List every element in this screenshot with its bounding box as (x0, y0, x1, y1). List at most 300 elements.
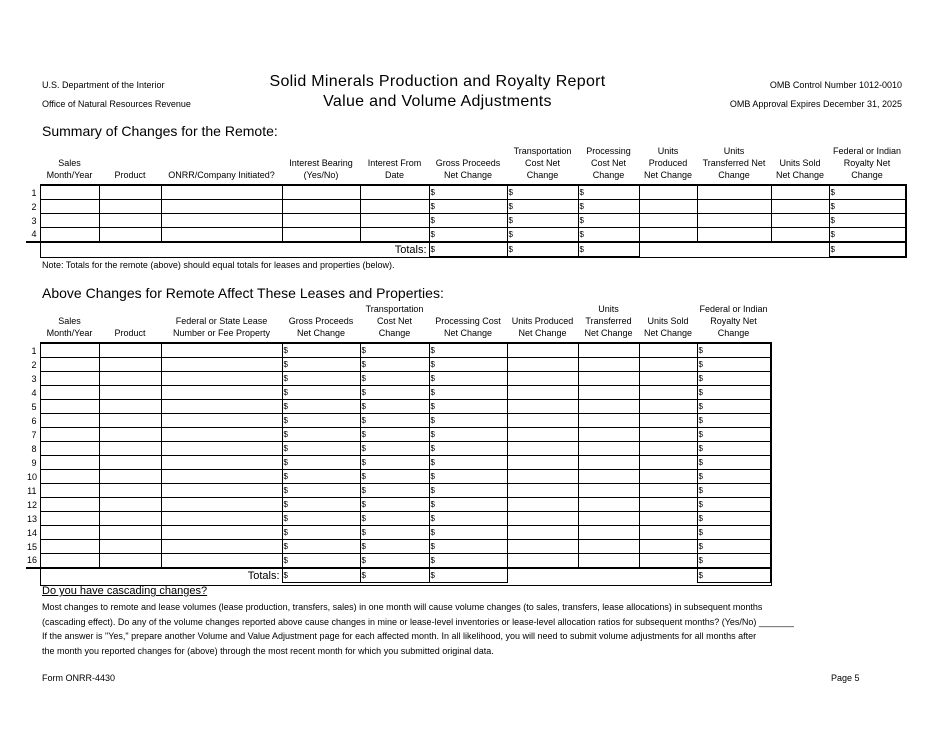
input-cell[interactable] (161, 200, 282, 214)
total-cell[interactable] (578, 242, 639, 257)
blank-cell (578, 568, 639, 583)
input-cell[interactable] (161, 554, 282, 569)
input-cell[interactable] (429, 512, 507, 526)
dollar-sign: $ (830, 201, 835, 211)
input-cell[interactable] (40, 228, 99, 243)
input-cell[interactable] (40, 484, 99, 498)
dollar-sign: $ (698, 457, 703, 467)
input-cell[interactable] (161, 414, 282, 428)
input-cell[interactable] (360, 470, 429, 484)
dollar-sign: $ (283, 570, 288, 580)
input-cell[interactable] (360, 540, 429, 554)
input-cell[interactable] (507, 442, 578, 456)
input-cell[interactable] (639, 414, 697, 428)
table-row (26, 358, 770, 372)
input-cell[interactable] (282, 498, 360, 512)
input-cell[interactable] (282, 228, 360, 243)
input-cell[interactable] (360, 526, 429, 540)
dollar-sign: $ (361, 485, 366, 495)
input-cell[interactable] (282, 554, 360, 569)
dollar-sign: $ (361, 570, 366, 580)
input-cell[interactable] (161, 186, 282, 200)
row-number: 9 (31, 457, 37, 468)
input-cell[interactable] (40, 554, 99, 569)
input-cell[interactable] (282, 512, 360, 526)
table-row (26, 442, 770, 456)
row-number: 15 (27, 541, 38, 552)
input-cell[interactable] (578, 512, 639, 526)
input-cell[interactable] (99, 428, 161, 442)
input-cell[interactable] (360, 428, 429, 442)
input-cell[interactable] (829, 200, 905, 214)
input-cell[interactable] (360, 400, 429, 414)
input-cell[interactable] (282, 200, 360, 214)
blank-cell (771, 242, 829, 257)
input-cell[interactable] (639, 228, 697, 243)
input-cell[interactable] (282, 414, 360, 428)
column-header: Units Transferred Net Change (702, 146, 766, 180)
input-cell[interactable] (40, 428, 99, 442)
input-cell[interactable] (639, 442, 697, 456)
input-cell[interactable] (429, 358, 507, 372)
input-cell[interactable] (40, 498, 99, 512)
input-cell[interactable] (829, 214, 905, 228)
totals-label: Totals: (26, 242, 429, 257)
input-cell[interactable] (771, 186, 829, 200)
row-number: 7 (31, 429, 37, 440)
column-header: Transportation Cost Net Change (513, 146, 572, 180)
input-cell[interactable] (282, 470, 360, 484)
input-cell[interactable] (429, 228, 507, 243)
input-cell[interactable] (161, 470, 282, 484)
dollar-sign: $ (508, 187, 513, 197)
input-cell[interactable] (429, 554, 507, 569)
column-header: Units Produced Net Change (511, 316, 574, 338)
total-cell[interactable] (282, 568, 360, 583)
table-row (26, 540, 770, 554)
input-cell[interactable] (360, 200, 429, 214)
input-cell[interactable] (99, 554, 161, 569)
input-cell[interactable] (578, 554, 639, 569)
input-cell[interactable] (429, 400, 507, 414)
input-cell[interactable] (507, 484, 578, 498)
dollar-sign: $ (283, 555, 288, 565)
input-cell[interactable] (697, 214, 771, 228)
input-cell[interactable] (429, 428, 507, 442)
dollar-sign: $ (698, 527, 703, 537)
total-cell[interactable] (429, 242, 507, 257)
input-cell[interactable] (771, 214, 829, 228)
input-cell[interactable] (99, 512, 161, 526)
input-cell[interactable] (40, 200, 99, 214)
total-cell[interactable] (829, 242, 905, 257)
input-cell[interactable] (578, 484, 639, 498)
input-cell[interactable] (429, 344, 507, 358)
dollar-sign: $ (698, 373, 703, 383)
column-header: Federal or Indian Royalty Net Change (699, 304, 768, 338)
input-cell[interactable] (161, 484, 282, 498)
input-cell[interactable] (578, 498, 639, 512)
table-row (26, 484, 770, 498)
input-cell[interactable] (40, 526, 99, 540)
total-cell[interactable] (507, 242, 578, 257)
dollar-sign: $ (430, 187, 435, 197)
input-cell[interactable] (697, 428, 770, 442)
dollar-sign: $ (283, 527, 288, 537)
dollar-sign: $ (430, 443, 435, 453)
input-cell[interactable] (40, 386, 99, 400)
input-cell[interactable] (697, 512, 770, 526)
column-header: Units Transferred Net Change (584, 304, 633, 338)
input-cell[interactable] (507, 214, 578, 228)
dollar-sign: $ (283, 499, 288, 509)
input-cell[interactable] (161, 498, 282, 512)
input-cell[interactable] (829, 228, 905, 243)
row-number: 2 (31, 359, 37, 370)
input-cell[interactable] (507, 386, 578, 400)
cascading-line-3: If the answer is "Yes," prepare another Volume and Value Adjustment page for each affected month. In all likelihood, you will need to submit volume adjustments for all months after (42, 631, 757, 641)
total-cell[interactable] (360, 568, 429, 583)
input-cell[interactable] (161, 358, 282, 372)
dollar-sign: $ (283, 387, 288, 397)
input-cell[interactable] (360, 442, 429, 456)
dollar-sign: $ (283, 359, 288, 369)
input-cell[interactable] (578, 540, 639, 554)
dollar-sign: $ (830, 187, 835, 197)
input-cell[interactable] (507, 414, 578, 428)
input-cell[interactable] (429, 386, 507, 400)
input-cell[interactable] (697, 186, 771, 200)
dollar-sign: $ (698, 513, 703, 523)
input-cell[interactable] (507, 526, 578, 540)
column-header: Processing Cost Net Change (435, 316, 501, 338)
input-cell[interactable] (40, 372, 99, 386)
column-header: Interest Bearing (Yes/No) (289, 158, 353, 180)
column-header: Interest From Date (367, 158, 422, 180)
dollar-sign: $ (698, 429, 703, 439)
input-cell[interactable] (507, 372, 578, 386)
input-cell[interactable] (429, 498, 507, 512)
input-cell[interactable] (360, 484, 429, 498)
input-cell[interactable] (639, 358, 697, 372)
row-number: 3 (31, 373, 37, 384)
input-cell[interactable] (40, 214, 99, 228)
input-cell[interactable] (161, 344, 282, 358)
input-cell[interactable] (639, 512, 697, 526)
cascading-line-4: the month you reported changes for (above) through the most recent month for which you submitted original data. (42, 645, 494, 656)
total-cell[interactable] (429, 568, 507, 583)
input-cell[interactable] (360, 554, 429, 569)
input-cell[interactable] (639, 400, 697, 414)
cascading-line-2: (cascading effect). Do any of the volume changes reported above cause changes in mine or lease-level inventories or lease-level allocation ratios for subsequent months? (Yes/No) _______ (42, 616, 794, 627)
dollar-sign: $ (430, 387, 435, 397)
input-cell[interactable] (578, 186, 639, 200)
input-cell[interactable] (639, 498, 697, 512)
input-cell[interactable] (360, 186, 429, 200)
input-cell[interactable] (40, 414, 99, 428)
input-cell[interactable] (282, 386, 360, 400)
input-cell[interactable] (99, 470, 161, 484)
row-number: 13 (27, 513, 38, 524)
table-row (26, 228, 905, 243)
input-cell[interactable] (282, 456, 360, 470)
input-cell[interactable] (360, 386, 429, 400)
input-cell[interactable] (507, 228, 578, 243)
input-cell[interactable] (507, 554, 578, 569)
input-cell[interactable] (429, 540, 507, 554)
input-cell[interactable] (99, 386, 161, 400)
input-cell[interactable] (578, 442, 639, 456)
input-cell[interactable] (507, 470, 578, 484)
input-cell[interactable] (282, 442, 360, 456)
input-cell[interactable] (282, 428, 360, 442)
input-cell[interactable] (161, 372, 282, 386)
input-cell[interactable] (639, 484, 697, 498)
input-cell[interactable] (282, 526, 360, 540)
table-row (26, 554, 770, 569)
input-cell[interactable] (639, 372, 697, 386)
input-cell[interactable] (360, 344, 429, 358)
input-cell[interactable] (40, 358, 99, 372)
input-cell[interactable] (161, 526, 282, 540)
input-cell[interactable] (578, 428, 639, 442)
input-cell[interactable] (429, 214, 507, 228)
input-cell[interactable] (697, 498, 770, 512)
input-cell[interactable] (429, 484, 507, 498)
input-cell[interactable] (639, 200, 697, 214)
input-cell[interactable] (429, 470, 507, 484)
input-cell[interactable] (40, 344, 99, 358)
blank-cell (639, 568, 697, 583)
dollar-sign: $ (430, 215, 435, 225)
input-cell[interactable] (578, 344, 639, 358)
table-row (26, 400, 770, 414)
table-row (26, 470, 770, 484)
row-number: 4 (31, 387, 37, 398)
input-cell[interactable] (99, 358, 161, 372)
dollar-sign: $ (430, 570, 435, 580)
dollar-sign: $ (430, 527, 435, 537)
input-cell[interactable] (697, 456, 770, 470)
input-cell[interactable] (578, 200, 639, 214)
input-cell[interactable] (40, 470, 99, 484)
input-cell[interactable] (40, 456, 99, 470)
table-row (26, 498, 770, 512)
input-cell[interactable] (282, 186, 360, 200)
summary-table (26, 185, 906, 257)
dollar-sign: $ (283, 401, 288, 411)
column-header: Federal or Indian Royalty Net Change (832, 146, 902, 180)
input-cell[interactable] (697, 372, 770, 386)
input-cell[interactable] (99, 344, 161, 358)
input-cell[interactable] (99, 214, 161, 228)
input-cell[interactable] (99, 498, 161, 512)
input-cell[interactable] (697, 344, 770, 358)
input-cell[interactable] (771, 228, 829, 243)
input-cell[interactable] (99, 228, 161, 243)
input-cell[interactable] (360, 512, 429, 526)
row-number: 3 (31, 215, 37, 226)
input-cell[interactable] (282, 372, 360, 386)
input-cell[interactable] (429, 186, 507, 200)
input-cell[interactable] (697, 386, 770, 400)
table-row (26, 456, 770, 470)
input-cell[interactable] (99, 526, 161, 540)
input-cell[interactable] (578, 358, 639, 372)
input-cell[interactable] (639, 456, 697, 470)
input-cell[interactable] (161, 442, 282, 456)
input-cell[interactable] (507, 186, 578, 200)
input-cell[interactable] (99, 414, 161, 428)
input-cell[interactable] (697, 414, 770, 428)
input-cell[interactable] (429, 372, 507, 386)
input-cell[interactable] (161, 512, 282, 526)
input-cell[interactable] (697, 400, 770, 414)
input-cell[interactable] (507, 200, 578, 214)
leases-table (26, 343, 771, 583)
dollar-sign: $ (579, 229, 584, 239)
input-cell[interactable] (639, 540, 697, 554)
input-cell[interactable] (578, 526, 639, 540)
total-cell[interactable] (697, 568, 770, 583)
input-cell[interactable] (697, 554, 770, 569)
page-number: Page 5 (831, 673, 860, 683)
input-cell[interactable] (282, 214, 360, 228)
input-cell[interactable] (40, 540, 99, 554)
input-cell[interactable] (507, 358, 578, 372)
input-cell[interactable] (40, 186, 99, 200)
input-cell[interactable] (282, 358, 360, 372)
input-cell[interactable] (771, 200, 829, 214)
input-cell[interactable] (161, 428, 282, 442)
input-cell[interactable] (639, 386, 697, 400)
input-cell[interactable] (578, 214, 639, 228)
table-row (26, 186, 905, 200)
dollar-sign: $ (430, 229, 435, 239)
input-cell[interactable] (360, 358, 429, 372)
input-cell[interactable] (507, 498, 578, 512)
input-cell[interactable] (40, 442, 99, 456)
dollar-sign: $ (430, 345, 435, 355)
dollar-sign: $ (430, 485, 435, 495)
input-cell[interactable] (697, 442, 770, 456)
input-cell[interactable] (507, 456, 578, 470)
input-cell[interactable] (360, 414, 429, 428)
row-number: 8 (31, 443, 37, 454)
input-cell[interactable] (429, 200, 507, 214)
input-cell[interactable] (360, 214, 429, 228)
input-cell[interactable] (697, 228, 771, 243)
input-cell[interactable] (639, 554, 697, 569)
input-cell[interactable] (99, 540, 161, 554)
input-cell[interactable] (40, 512, 99, 526)
input-cell[interactable] (639, 214, 697, 228)
input-cell[interactable] (578, 386, 639, 400)
input-cell[interactable] (507, 428, 578, 442)
input-cell[interactable] (429, 456, 507, 470)
input-cell[interactable] (578, 414, 639, 428)
dollar-sign: $ (430, 541, 435, 551)
input-cell[interactable] (282, 484, 360, 498)
input-cell[interactable] (429, 526, 507, 540)
cascading-instructions (42, 600, 922, 658)
input-cell[interactable] (161, 214, 282, 228)
input-cell[interactable] (360, 372, 429, 386)
dollar-sign: $ (430, 499, 435, 509)
input-cell[interactable] (578, 470, 639, 484)
input-cell[interactable] (360, 456, 429, 470)
input-cell[interactable] (639, 470, 697, 484)
omb-control-number: OMB Control Number 1012-0010 (769, 80, 902, 90)
input-cell[interactable] (639, 428, 697, 442)
input-cell[interactable] (507, 512, 578, 526)
dollar-sign: $ (698, 415, 703, 425)
input-cell[interactable] (40, 400, 99, 414)
row-number: 1 (31, 345, 37, 356)
input-cell[interactable] (99, 484, 161, 498)
input-cell[interactable] (161, 540, 282, 554)
input-cell[interactable] (697, 526, 770, 540)
dollar-sign: $ (430, 513, 435, 523)
dollar-sign: $ (283, 345, 288, 355)
table-row (26, 214, 905, 228)
input-cell[interactable] (282, 400, 360, 414)
table-row (26, 386, 770, 400)
input-cell[interactable] (99, 200, 161, 214)
dollar-sign: $ (430, 201, 435, 211)
input-cell[interactable] (161, 228, 282, 243)
dollar-sign: $ (361, 555, 366, 565)
input-cell[interactable] (697, 470, 770, 484)
input-cell[interactable] (578, 400, 639, 414)
input-cell[interactable] (99, 442, 161, 456)
input-cell[interactable] (161, 456, 282, 470)
input-cell[interactable] (282, 540, 360, 554)
column-header: Gross Proceeds Net Change (435, 158, 501, 180)
input-cell[interactable] (578, 228, 639, 243)
input-cell[interactable] (161, 400, 282, 414)
input-cell[interactable] (429, 442, 507, 456)
input-cell[interactable] (697, 200, 771, 214)
input-cell[interactable] (578, 456, 639, 470)
input-cell[interactable] (360, 498, 429, 512)
input-cell[interactable] (829, 186, 905, 200)
input-cell[interactable] (697, 484, 770, 498)
input-cell[interactable] (429, 414, 507, 428)
input-cell[interactable] (639, 526, 697, 540)
input-cell[interactable] (282, 344, 360, 358)
dollar-sign: $ (430, 373, 435, 383)
input-cell[interactable] (360, 228, 429, 243)
input-cell[interactable] (99, 400, 161, 414)
dollar-sign: $ (698, 499, 703, 509)
column-header: Product (114, 328, 146, 338)
input-cell[interactable] (697, 358, 770, 372)
dollar-sign: $ (361, 457, 366, 467)
input-cell[interactable] (697, 540, 770, 554)
input-cell[interactable] (507, 400, 578, 414)
input-cell[interactable] (99, 456, 161, 470)
input-cell[interactable] (639, 344, 697, 358)
input-cell[interactable] (99, 186, 161, 200)
input-cell[interactable] (507, 344, 578, 358)
input-cell[interactable] (161, 386, 282, 400)
input-cell[interactable] (99, 372, 161, 386)
summary-section-title: Summary of Changes for the Remote: (42, 123, 278, 139)
input-cell[interactable] (578, 372, 639, 386)
input-cell[interactable] (639, 186, 697, 200)
input-cell[interactable] (507, 540, 578, 554)
